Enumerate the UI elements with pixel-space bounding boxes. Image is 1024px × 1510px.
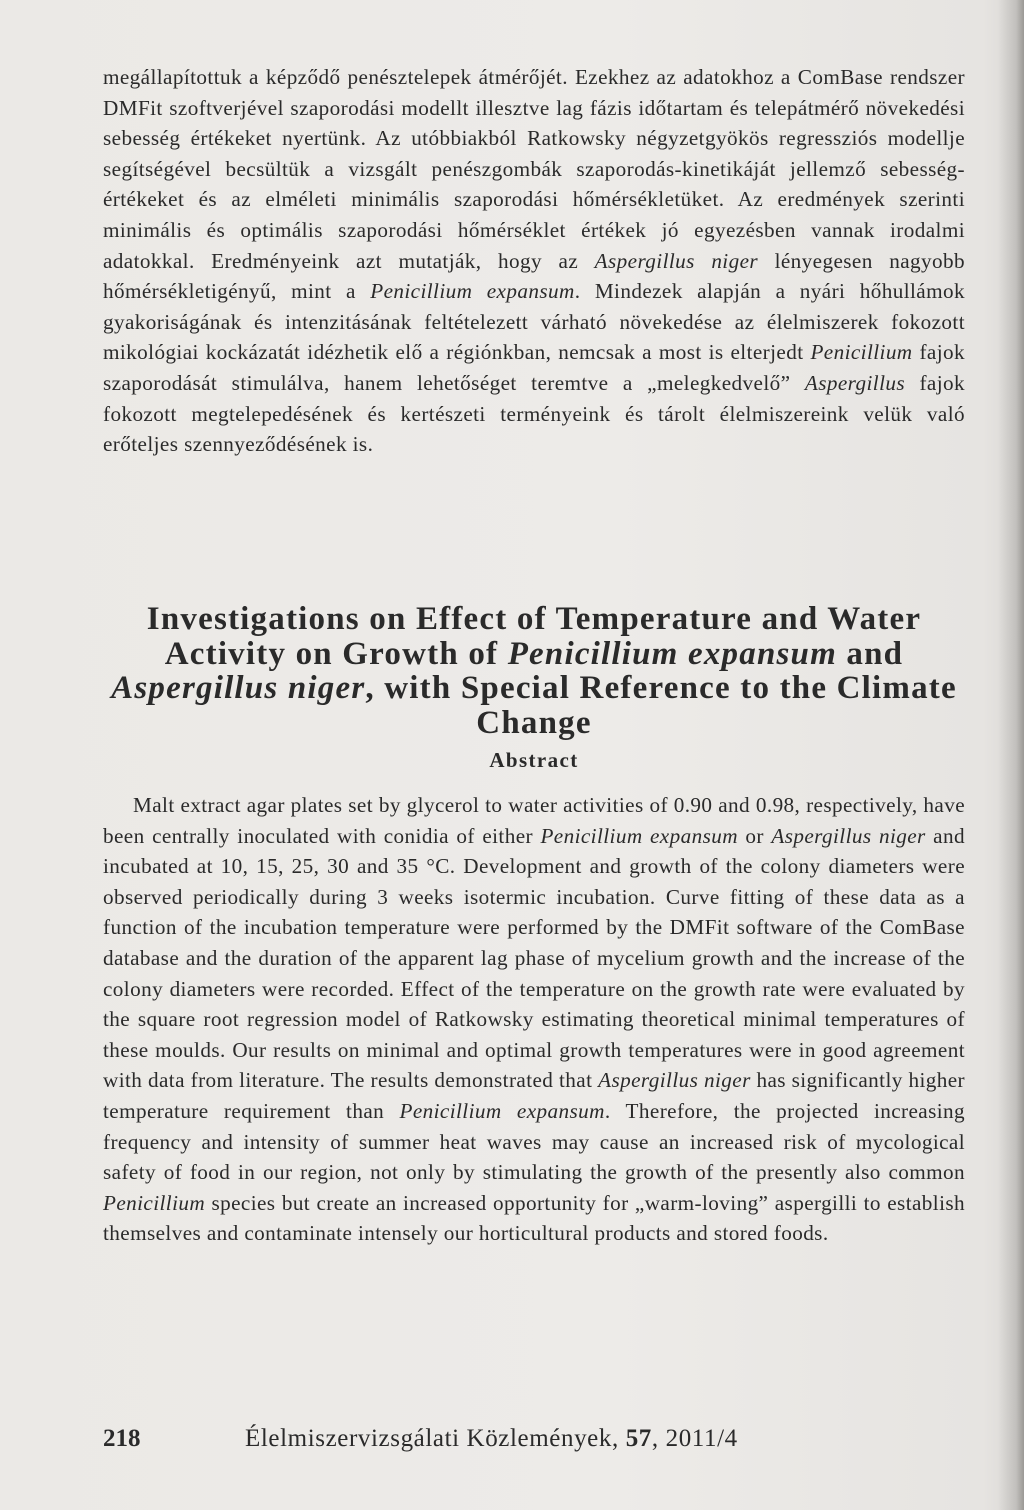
text-segment: lényegesen nagyobb hőmérsékletigényű, mint a: [103, 248, 965, 304]
title-species-name: Aspergillus niger: [111, 670, 366, 706]
species-name: Aspergillus niger: [594, 248, 759, 273]
genus-name: Penicillium: [810, 340, 913, 365]
text-segment: species but create an increased opportunity for „warm-loving” aspergilli to establish themselves and contaminate intensely our horticultural products and stored foods.: [103, 1190, 965, 1246]
species-name: Aspergillus niger: [771, 823, 926, 848]
species-name: Penicillium expansum: [540, 823, 738, 848]
species-name: Penicillium expansum: [370, 279, 575, 304]
species-name: Aspergillus niger: [598, 1068, 751, 1093]
genus-name: Aspergillus: [804, 370, 906, 395]
journal-citation: [245, 1424, 738, 1454]
text-segment: . Mindezek alapján a nyári hőhullámok gyakoriságának és intenzitásának feltételezett várható növekedése az élelmiszerek fokozott mikológiai kockázatát idézhetik elő a régiónkban, nemcsak a most is elterjedt: [103, 279, 965, 365]
text-segment: . Therefore, the projected increasing frequency and intensity of summer heat waves may cause an increased risk of mycological safety of food in our region, not only by stimulating the growth of the presently also common: [103, 1098, 966, 1185]
title-segment: and: [836, 635, 904, 672]
english-abstract-paragraph: [103, 790, 965, 1249]
title-segment: Investigations on Effect of Temperature and Water Activity on Growth of: [146, 601, 922, 672]
title-segment: , with Special Reference to the Climate Change: [365, 670, 957, 741]
text-segment: has significantly higher temperature requirement than: [103, 1068, 965, 1123]
species-name: Penicillium expansum: [399, 1098, 605, 1123]
genus-name: Penicillium: [103, 1190, 206, 1215]
text-segment: Malt extract agar plates set by glycerol to water activities of 0.90 and 0.98, respectively, have been centrally inoculated with conidia of either: [103, 793, 965, 848]
text-segment: and incubated at 10, 15, 25, 30 and 35 °C. Development and growth of the colony diameters were observed periodically during 3 weeks isotermic incubation. Curve fitting of these data as a function of the incubation temperature were performed by the DMFit software of the ComBase database and the duration of the apparent lag phase of mycelium growth and the increase of the colony diameters were recorded. Effect of the temperature on the growth rate were evaluated by the square root regression model of Ratkowsky estimating theoretical minimal temperatures of these moulds. Our results on minimal and optimal growth temperatures were in good agreement with data from literature. The results demonstrated that: [103, 823, 965, 1093]
page-number: 218: [103, 1425, 141, 1452]
journal-volume: 57: [625, 1425, 652, 1452]
title-species-name: Penicillium expansum: [507, 635, 837, 672]
journal-issue: , 2011/4: [651, 1425, 738, 1452]
abstract-heading: Abstract: [489, 748, 579, 772]
text-segment: or: [737, 823, 772, 848]
article-title: [103, 602, 965, 740]
binding-shadow: [998, 0, 1024, 1510]
text-segment: fajok szaporodását stimulálva, hanem lehetőséget teremtve a „melegkedvelő”: [103, 340, 965, 395]
journal-name: Élelmiszervizsgálati Közlemények,: [245, 1425, 626, 1452]
text-segment: fajok fokozott megtelepedésének és kertészeti terményeink és tárolt élelmiszereink velük való erőteljes szennyeződésének is.: [103, 370, 965, 457]
hungarian-abstract-paragraph: [103, 62, 965, 460]
text-segment: megállapítottuk a képződő penésztelepek átmérőjét. Ezekhez az adatokhoz a ComBase rendszer DMFit szoftverjével szaporodási modellt illesztve lag fázis időtartam és telepátmérő növekedési sebesség értékeket nyertünk. Az utóbbiakból Ratkowsky négyzetgyökös regressziós modellje segítségével becsültük a vizsgált penészgombák szaporodás-kinetikáját jellemző sebesség-értékeket és az elméleti minimális szaporodási hőmérsékletüket. Az eredmények szerinti minimális és optimális szaporodási hőmérséklet értékek jó egyezésben vannak irodalmi adatokkal. Eredményeink azt mutatják, hogy az: [103, 65, 965, 273]
